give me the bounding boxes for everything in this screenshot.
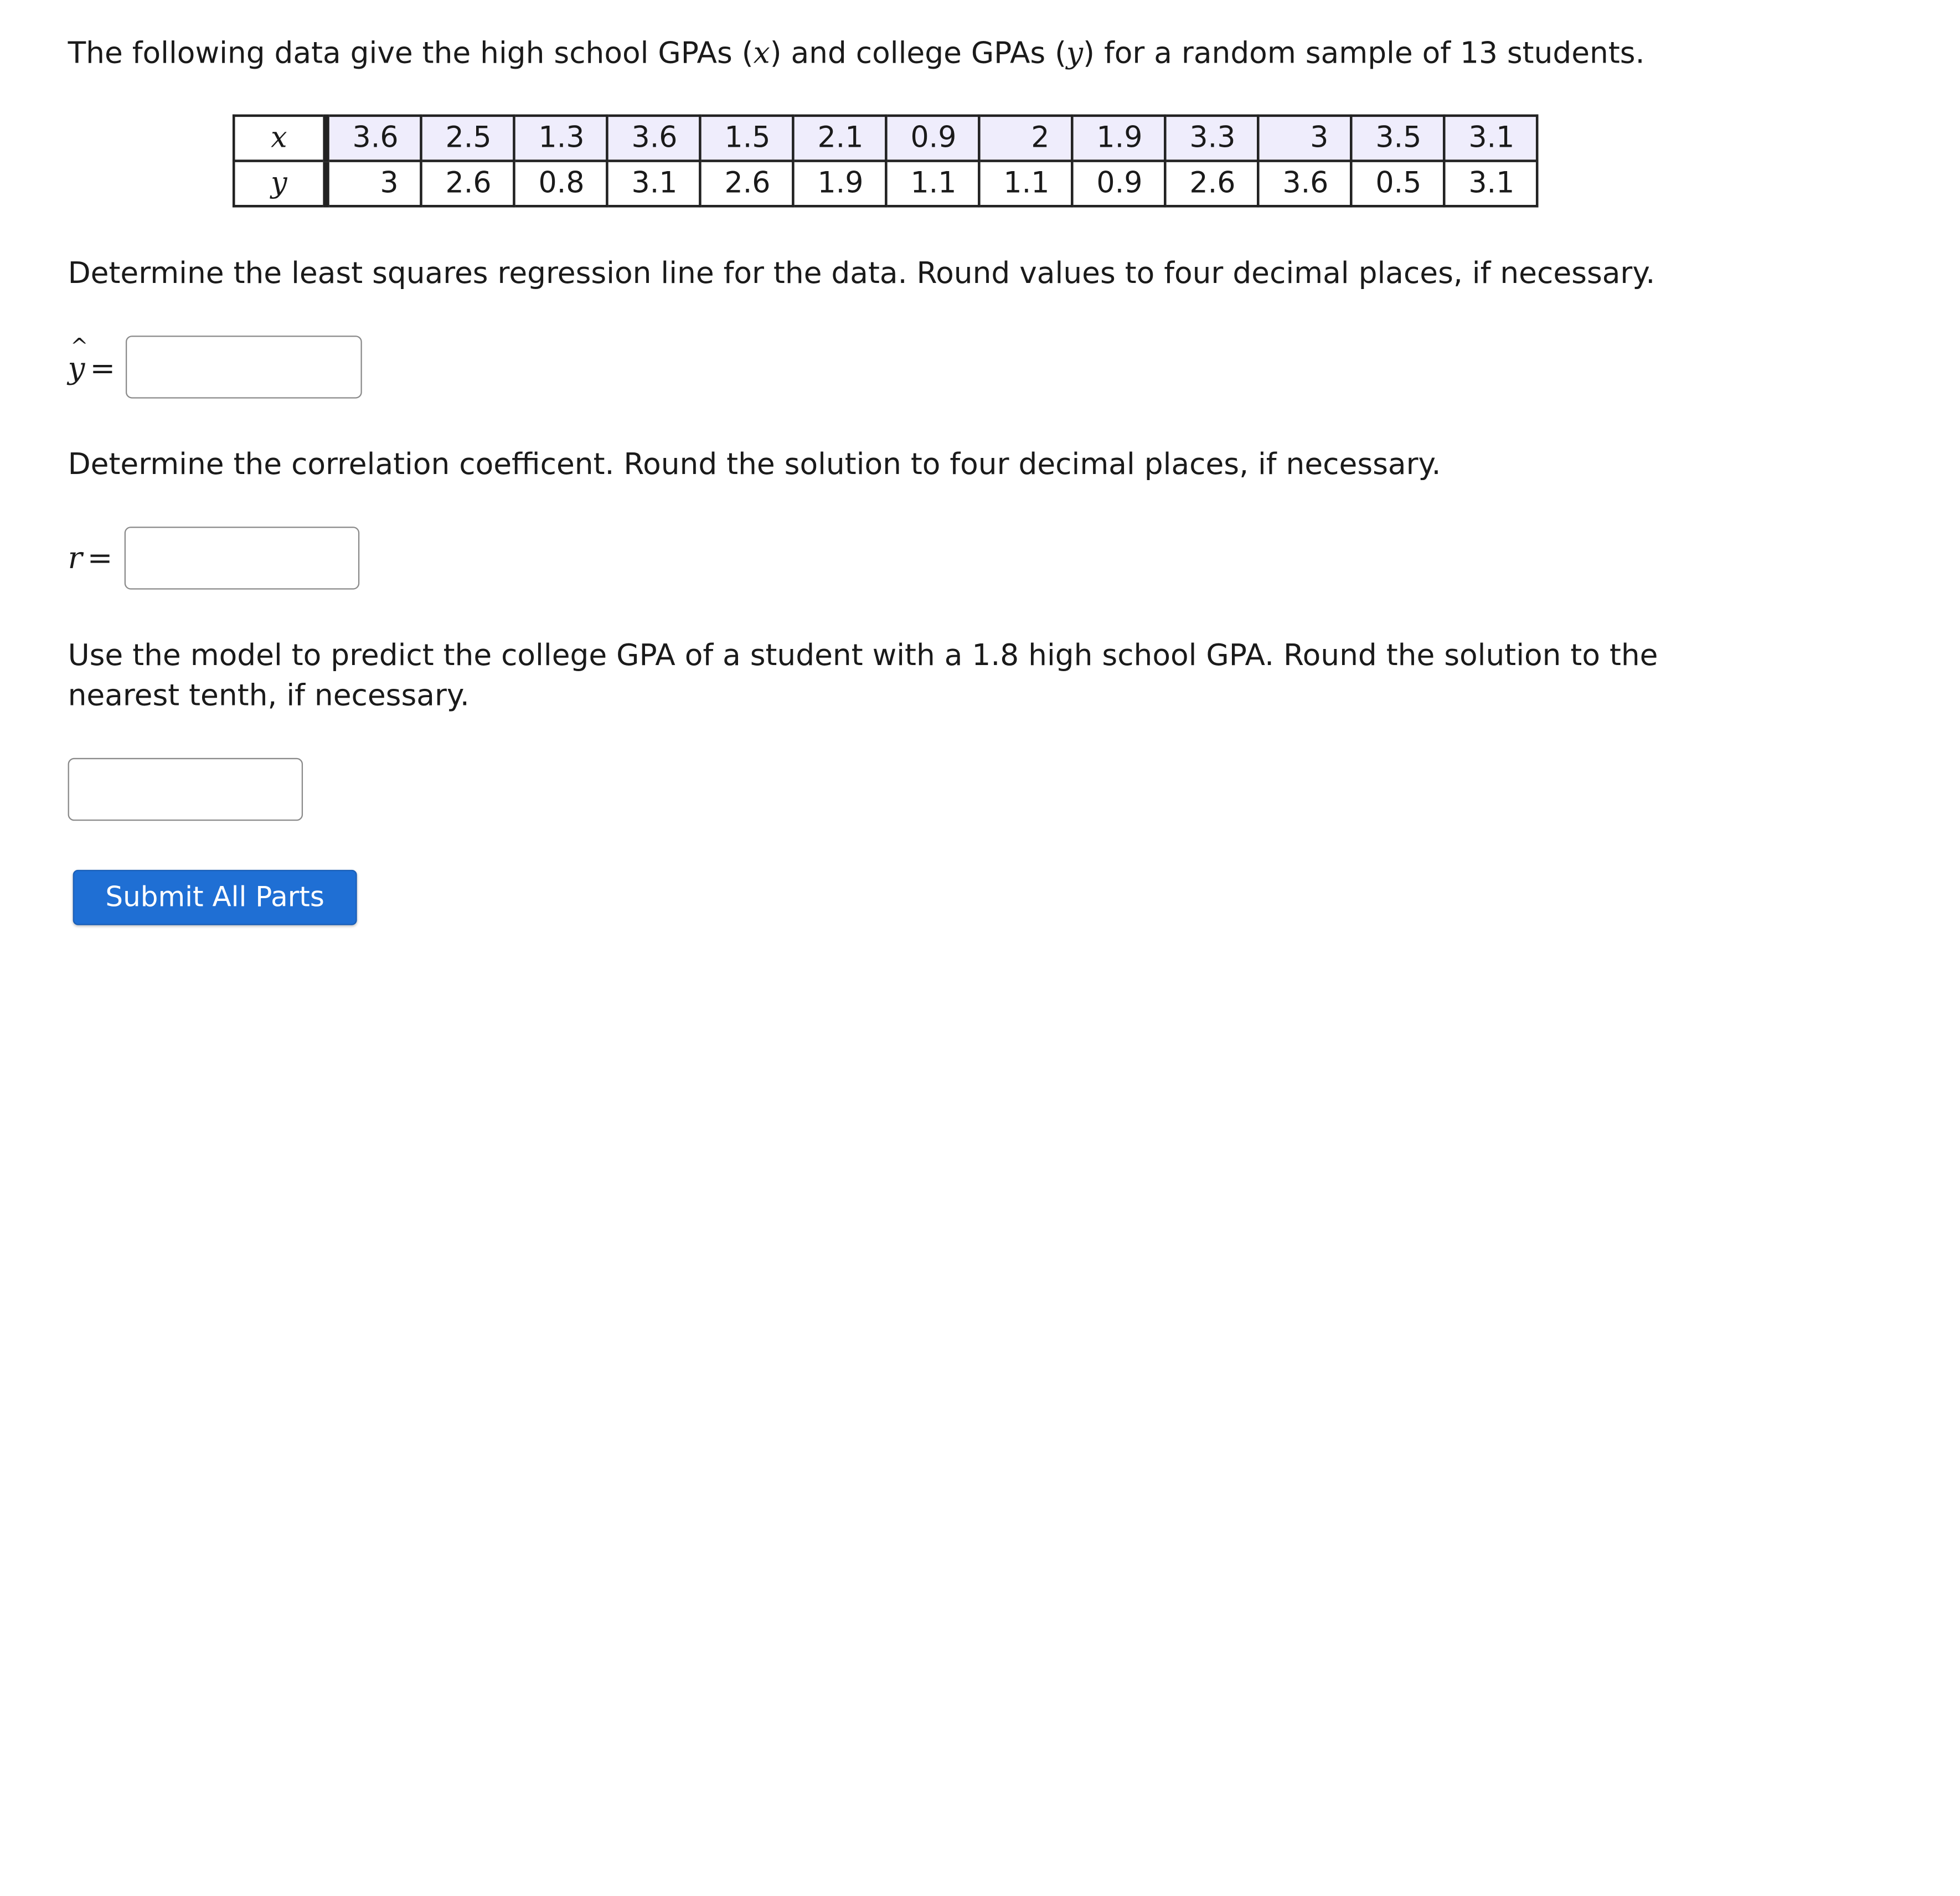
- x-value-cell: 1.3: [514, 116, 607, 161]
- q3-prompt-line-1: Use the model to predict the college GPA of a student with a 1.8 high school GPA. Round the solution to the: [68, 637, 1658, 673]
- y-value-cell: 3.6: [1258, 161, 1351, 207]
- y-value-cell: 0.8: [514, 161, 607, 207]
- x-value-cell: 3.5: [1351, 116, 1444, 161]
- x-value-cell: 1.5: [700, 116, 793, 161]
- x-value-cell: 2.5: [421, 116, 514, 161]
- x-value-cell: 3.6: [326, 116, 421, 161]
- y-symbol: y: [1066, 35, 1084, 71]
- yhat-symbol: ^ y: [68, 351, 85, 386]
- y-value-cell: 0.9: [1072, 161, 1165, 207]
- x-row-label: x: [234, 116, 326, 161]
- y-row: [234, 161, 1537, 207]
- equals-sign: =: [90, 351, 116, 386]
- y-value-cell: 3.1: [1444, 161, 1537, 207]
- y-value-cell: 0.5: [1351, 161, 1444, 207]
- x-value-cell: 2.1: [793, 116, 886, 161]
- submit-all-parts-button[interactable]: Submit All Parts: [73, 870, 357, 925]
- y-value-cell: 2.6: [1165, 161, 1258, 207]
- equals-sign: =: [87, 540, 113, 576]
- y-value-cell: 2.6: [700, 161, 793, 207]
- y-value-cell: 1.1: [886, 161, 979, 207]
- intro-text: [68, 33, 1645, 73]
- x-value-cell: 3.1: [1444, 116, 1537, 161]
- regression-line-input[interactable]: [126, 336, 362, 399]
- intro-part-3: ) for a random sample of 13 students.: [1083, 35, 1645, 71]
- x-symbol: x: [753, 35, 770, 71]
- r-symbol: r: [68, 540, 82, 576]
- y-value-cell: 1.1: [979, 161, 1072, 207]
- intro-part-1: The following data give the high school GPAs (: [68, 35, 754, 71]
- intro-part-2: ) and college GPAs (: [770, 35, 1067, 71]
- q1-prompt: Determine the least squares regression line for the data. Round values to four decimal places, if necessary.: [68, 255, 1655, 291]
- y-value-cell: 2.6: [421, 161, 514, 207]
- gpa-data-table: [233, 115, 1539, 208]
- prediction-input[interactable]: [68, 758, 303, 821]
- x-value-cell: 0.9: [886, 116, 979, 161]
- q3-prompt-line-2: nearest tenth, if necessary.: [68, 677, 470, 713]
- x-value-cell: 2: [979, 116, 1072, 161]
- yhat-label: [68, 351, 116, 386]
- x-value-cell: 3: [1258, 116, 1351, 161]
- y-value-cell: 3.1: [607, 161, 700, 207]
- r-label: [68, 540, 113, 576]
- q2-prompt: Determine the correlation coefficent. Round the solution to four decimal places, if necessary.: [68, 446, 1441, 482]
- x-row: [234, 116, 1537, 161]
- x-value-cell: 3.3: [1165, 116, 1258, 161]
- y-value-cell: 3: [326, 161, 421, 207]
- x-value-cell: 3.6: [607, 116, 700, 161]
- y-value-cell: 1.9: [793, 161, 886, 207]
- correlation-input[interactable]: [125, 527, 359, 590]
- y-row-label: y: [234, 161, 326, 207]
- x-value-cell: 1.9: [1072, 116, 1165, 161]
